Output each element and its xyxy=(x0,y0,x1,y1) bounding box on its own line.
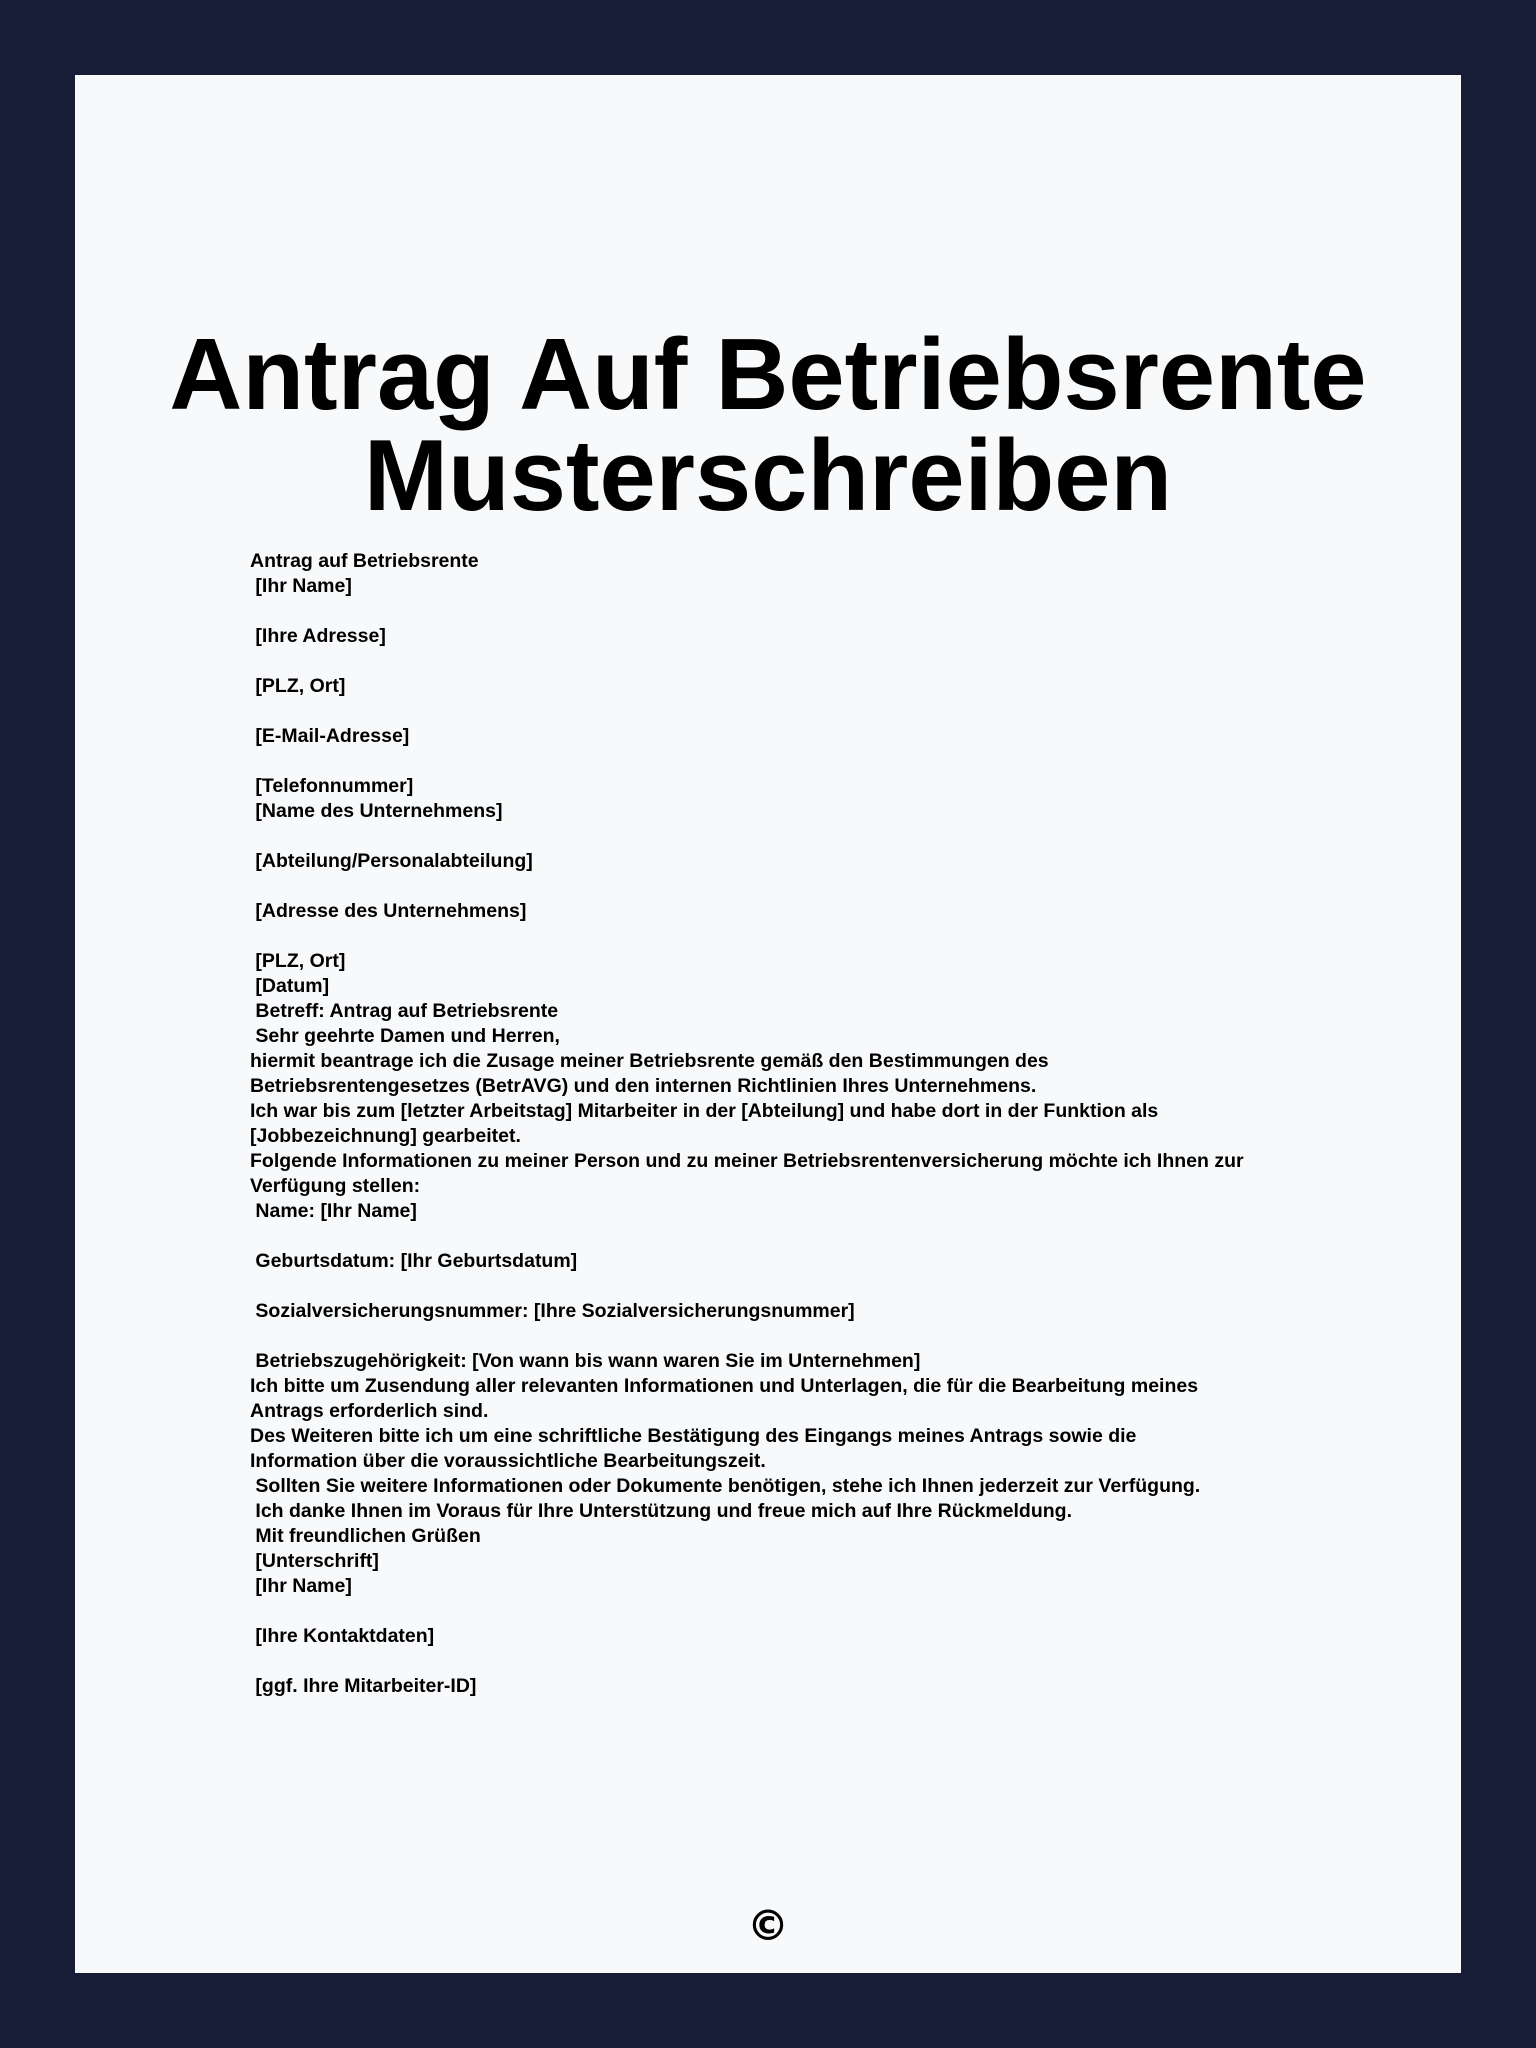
sender-address: [Ihre Adresse] xyxy=(250,625,386,647)
blank-line xyxy=(250,599,1350,624)
info-birthdate: Geburtsdatum: [Ihr Geburtsdatum] xyxy=(250,1250,578,1272)
document-page xyxy=(75,75,1461,1973)
letter-heading: Antrag auf Betriebsrente xyxy=(250,550,479,572)
paragraph-4-line-1: Ich bitte um Zusendung aller relevanten Informationen und Unterlagen, die für die Bearbeitung meines xyxy=(250,1375,1199,1397)
paragraph-2-line-1: Ich war bis zum [letzter Arbeitstag] Mitarbeiter in der [Abteilung] und habe dort in der Funktion als xyxy=(250,1100,1159,1122)
paragraph-5-line-2: Information über die voraussichtliche Bearbeitungszeit. xyxy=(250,1450,766,1472)
info-name: Name: [Ihr Name] xyxy=(250,1200,417,1222)
sender-email: [E-Mail-Adresse] xyxy=(250,725,410,747)
paragraph-1-line-2: Betriebsrentengesetzes (BetrAVG) und den internen Richtlinien Ihres Unternehmens. xyxy=(250,1075,1037,1097)
paragraph-4-line-2: Antrags erforderlich sind. xyxy=(250,1400,489,1422)
blank-line xyxy=(250,1649,1350,1674)
page-title xyxy=(75,319,1461,532)
company-address: [Adresse des Unternehmens] xyxy=(250,900,527,922)
blank-line xyxy=(250,1599,1350,1624)
company-department: [Abteilung/Personalabteilung] xyxy=(250,850,533,872)
paragraph-1-line-1: hiermit beantrage ich die Zusage meiner Betriebsrente gemäß den Bestimmungen des xyxy=(250,1050,1049,1072)
closing-employee-id: [ggf. Ihre Mitarbeiter-ID] xyxy=(250,1675,477,1697)
blank-line xyxy=(250,1274,1350,1299)
paragraph-7: Ich danke Ihnen im Voraus für Ihre Unterstützung und freue mich auf Ihre Rückmeldung. xyxy=(250,1500,1072,1522)
sender-city: [PLZ, Ort] xyxy=(250,675,346,697)
closing-contact: [Ihre Kontaktdaten] xyxy=(250,1625,435,1647)
info-tenure: Betriebszugehörigkeit: [Von wann bis wann waren Sie im Unternehmen] xyxy=(250,1350,921,1372)
title-line-1: Antrag Auf Betriebsrente xyxy=(169,319,1367,431)
letter-closing: Mit freundlichen Grüßen xyxy=(250,1525,481,1547)
blank-line xyxy=(250,924,1350,949)
sender-phone: [Telefonnummer] xyxy=(250,775,414,797)
company-name: [Name des Unternehmens] xyxy=(250,800,503,822)
letter-date: [Datum] xyxy=(250,975,330,997)
copyright-icon: © xyxy=(747,1901,789,1950)
paragraph-3-line-2: Verfügung stellen: xyxy=(250,1175,421,1197)
paragraph-3-line-1: Folgende Informationen zu meiner Person und zu meiner Betriebsrentenversicherung möchte ich Ihnen zur xyxy=(250,1150,1244,1172)
paragraph-6: Sollten Sie weitere Informationen oder Dokumente benötigen, stehe ich Ihnen jederzeit zur Verfügung. xyxy=(250,1475,1201,1497)
blank-line xyxy=(250,824,1350,849)
blank-line xyxy=(250,1224,1350,1249)
letter-subject: Betreff: Antrag auf Betriebsrente xyxy=(250,1000,559,1022)
signature-placeholder: [Unterschrift] xyxy=(250,1550,379,1572)
blank-line xyxy=(250,1324,1350,1349)
blank-line xyxy=(250,649,1350,674)
company-city: [PLZ, Ort] xyxy=(250,950,346,972)
blank-line xyxy=(250,749,1350,774)
letter-salutation: Sehr geehrte Damen und Herren, xyxy=(250,1025,560,1047)
blank-line xyxy=(250,699,1350,724)
paragraph-2-line-2: [Jobbezeichnung] gearbeitet. xyxy=(250,1125,521,1147)
info-social-security-number: Sozialversicherungsnummer: [Ihre Sozialversicherungsnummer] xyxy=(250,1300,855,1322)
closing-name: [Ihr Name] xyxy=(250,1575,352,1597)
blank-line xyxy=(250,874,1350,899)
letter-body xyxy=(250,549,1350,1699)
sender-name: [Ihr Name] xyxy=(250,575,352,597)
title-line-2: Musterschreiben xyxy=(363,420,1173,532)
paragraph-5-line-1: Des Weiteren bitte ich um eine schriftliche Bestätigung des Eingangs meines Antrags sowie die xyxy=(250,1425,1137,1447)
